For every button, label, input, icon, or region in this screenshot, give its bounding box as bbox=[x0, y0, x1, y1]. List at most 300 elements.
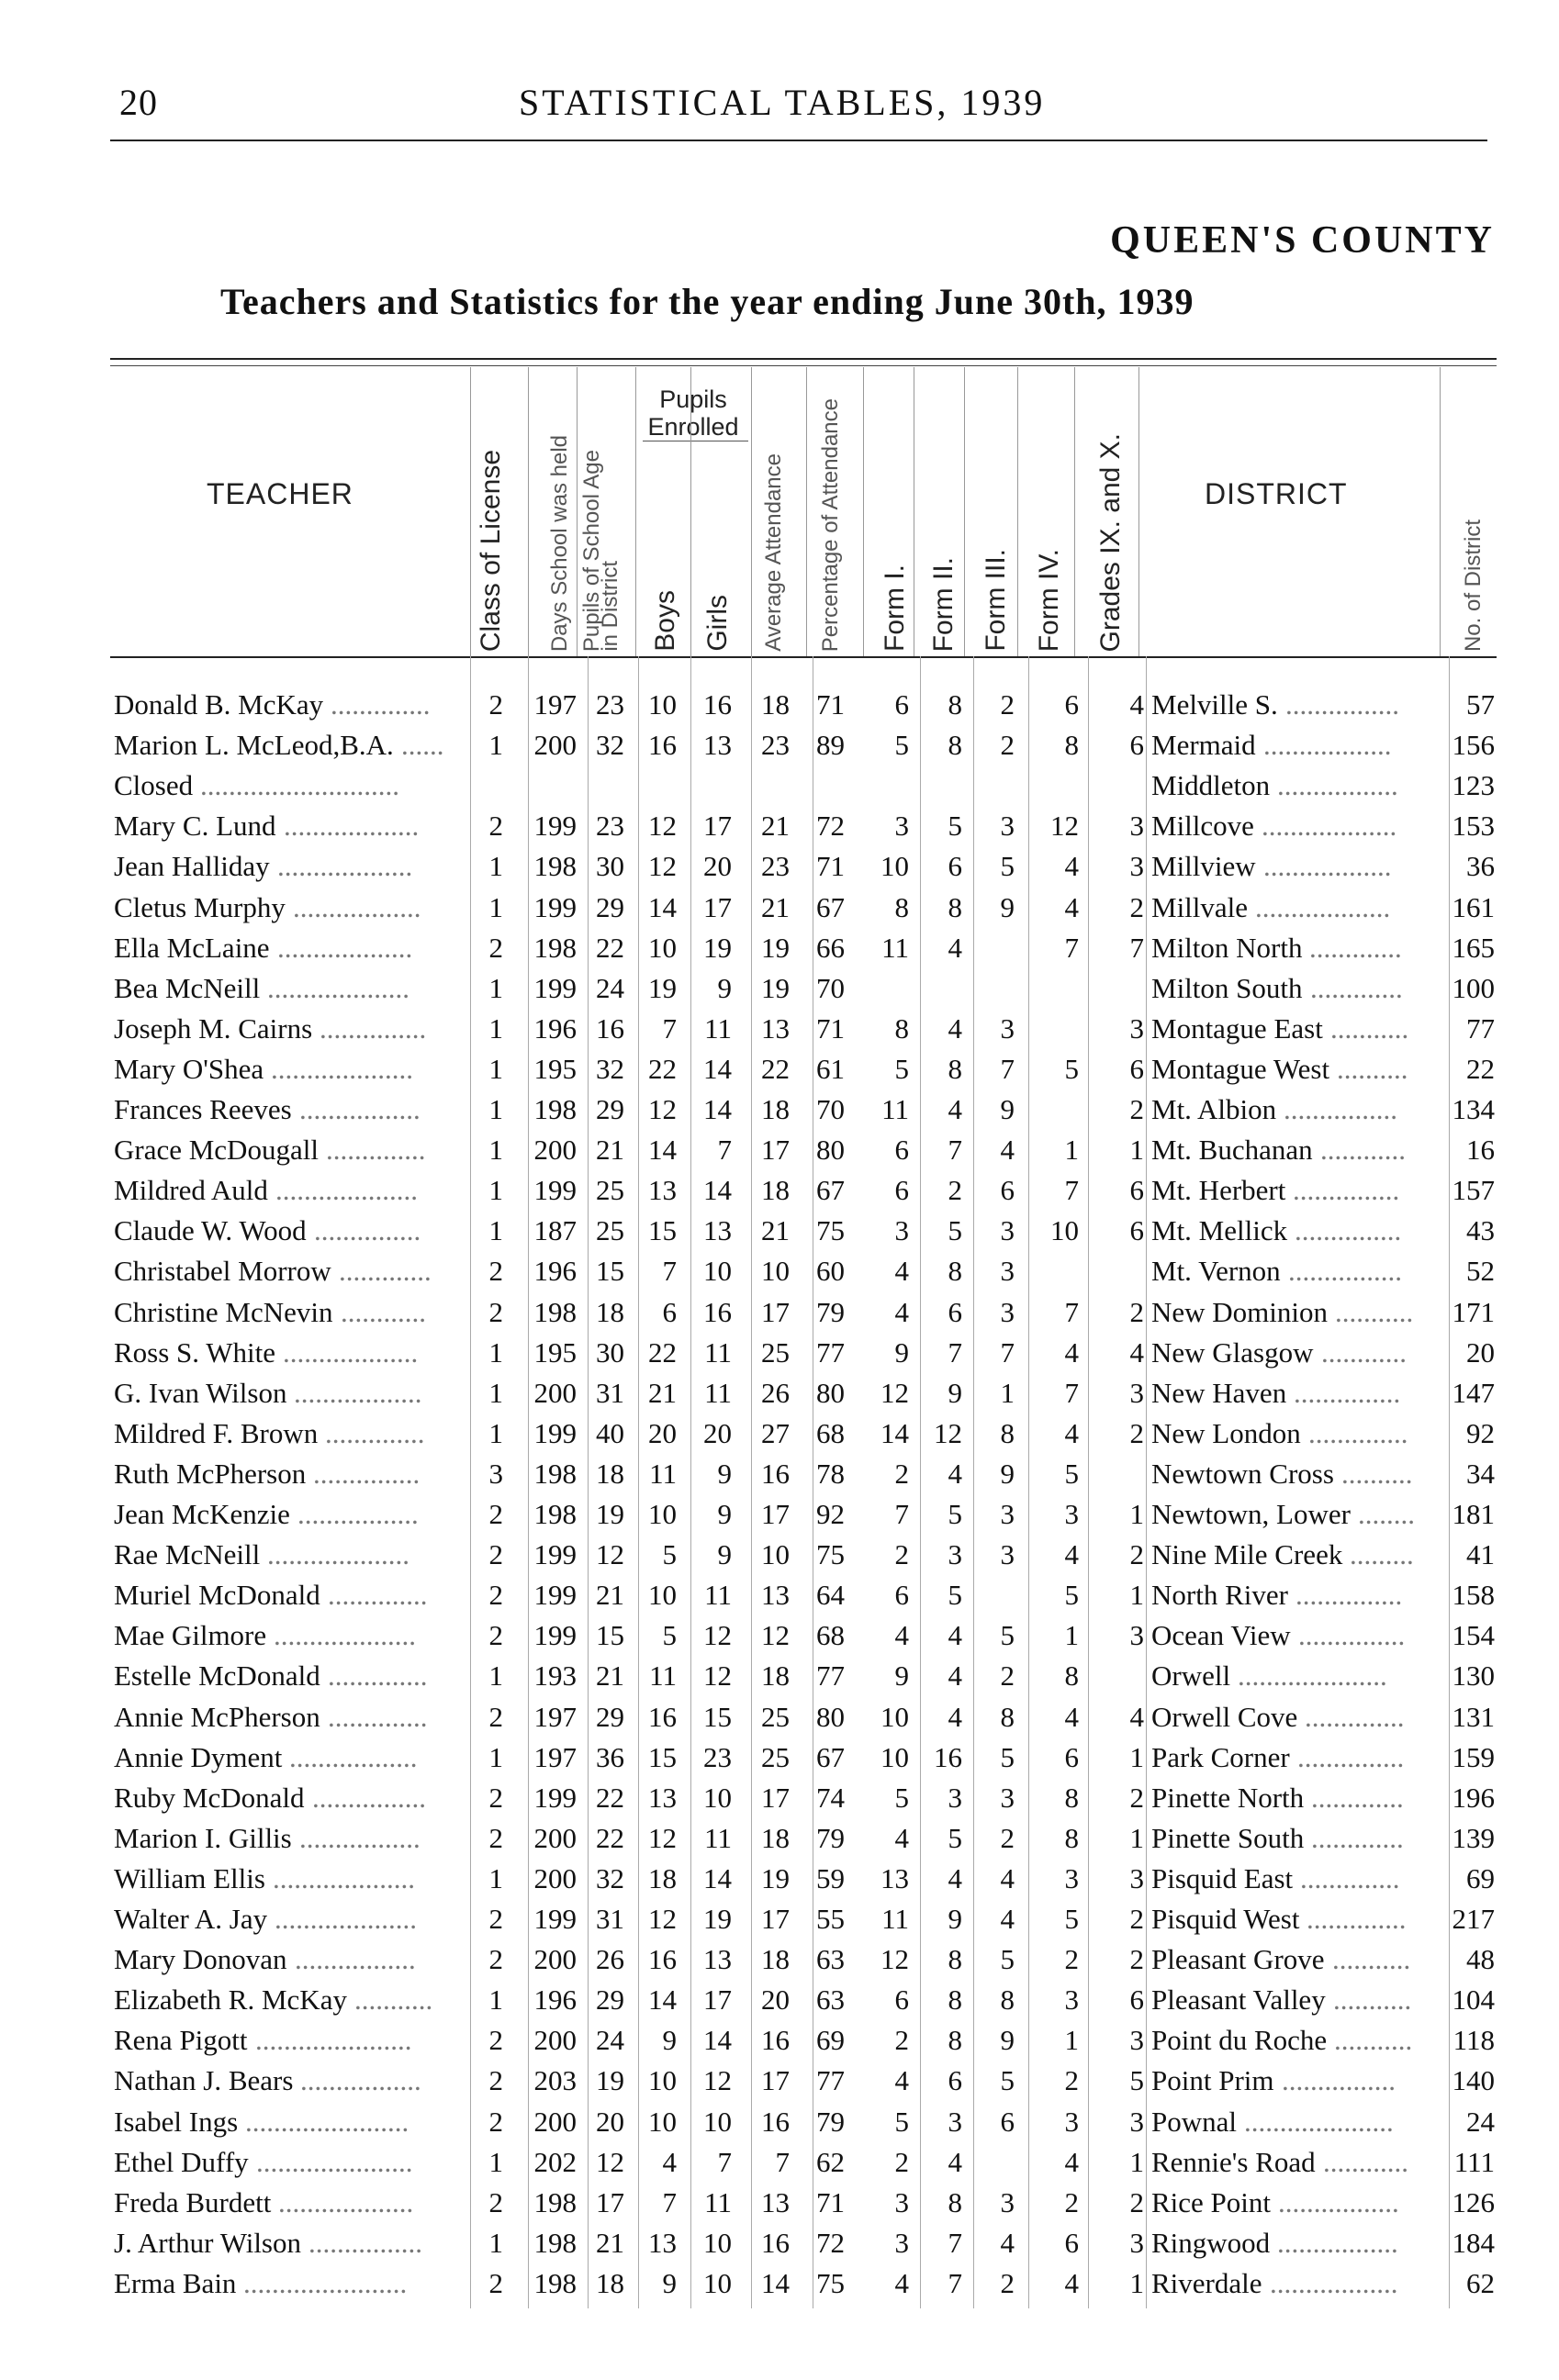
table-row bbox=[0, 729, 1559, 769]
class-cell: 1 bbox=[488, 1052, 503, 1085]
header-rule bbox=[110, 140, 1487, 141]
district-cell: Pinette North bbox=[1151, 1781, 1305, 1814]
form-2-cell: 5 bbox=[948, 1821, 962, 1854]
table-row bbox=[0, 1498, 1559, 1538]
form-4-cell: 4 bbox=[1064, 1538, 1079, 1571]
district-cell: Pisquid East bbox=[1151, 1861, 1294, 1894]
percentage-cell: 70 bbox=[816, 971, 845, 1004]
teacher-cell: Jean McKenzie bbox=[114, 1498, 290, 1530]
class-cell: 1 bbox=[488, 1335, 503, 1369]
class-cell: 3 bbox=[488, 1457, 503, 1490]
girls-cell: 14 bbox=[703, 1861, 732, 1894]
average-cell: 14 bbox=[761, 2266, 790, 2299]
form-3-cell: 4 bbox=[1000, 1903, 1015, 1935]
dot-leader: .......... bbox=[1341, 1457, 1413, 1490]
girls-cell: 7 bbox=[717, 1134, 732, 1167]
age-cell: 15 bbox=[596, 1255, 624, 1288]
district-number-cell: 118 bbox=[1452, 2024, 1495, 2057]
days-cell: 193 bbox=[533, 1659, 577, 1693]
age-cell: 30 bbox=[596, 1335, 624, 1369]
percentage-cell: 77 bbox=[816, 1335, 845, 1369]
boys-cell: 4 bbox=[662, 2145, 677, 2178]
form-1-cell: 6 bbox=[894, 1134, 909, 1167]
district-number-cell: 196 bbox=[1452, 1781, 1495, 1814]
form-4-cell: 4 bbox=[1064, 850, 1079, 883]
district-cell: Middleton bbox=[1151, 769, 1271, 802]
dot-leader: .................... bbox=[275, 1174, 418, 1207]
form-3-cell: 6 bbox=[1000, 1174, 1015, 1207]
dot-leader: ................. bbox=[1277, 769, 1398, 802]
header-divider bbox=[1074, 367, 1075, 656]
percentage-cell: 80 bbox=[816, 1700, 845, 1733]
district-number-cell: 184 bbox=[1452, 2226, 1495, 2259]
teacher-cell: Marion I. Gillis bbox=[114, 1821, 292, 1854]
average-cell: 19 bbox=[761, 1861, 790, 1894]
boys-header: Boys bbox=[650, 590, 680, 652]
boys-cell: 16 bbox=[648, 1943, 677, 1976]
grades-cell: 6 bbox=[1129, 1052, 1144, 1085]
table-row bbox=[0, 1701, 1559, 1741]
days-cell: 198 bbox=[533, 1093, 577, 1125]
boys-cell: 14 bbox=[648, 1134, 677, 1167]
district-number-cell: 77 bbox=[1466, 1011, 1495, 1045]
district-cell: Newtown, Lower bbox=[1151, 1498, 1351, 1530]
dot-leader: ................. bbox=[299, 1821, 421, 1854]
table-row bbox=[0, 1377, 1559, 1417]
class-cell: 1 bbox=[488, 1214, 503, 1247]
boys-cell: 12 bbox=[648, 850, 677, 883]
teacher-cell: Annie Dyment bbox=[114, 1740, 283, 1773]
teacher-cell: Bea McNeill bbox=[114, 971, 261, 1004]
form-4-cell: 4 bbox=[1064, 2266, 1079, 2299]
teacher-cell: Ethel Duffy bbox=[114, 2145, 249, 2178]
dot-leader: ............... bbox=[313, 1457, 421, 1490]
district-cell: Park Corner bbox=[1151, 1740, 1290, 1773]
form-4-header: Form IV. bbox=[1034, 548, 1064, 652]
teacher-cell: Frances Reeves bbox=[114, 1093, 292, 1125]
boys-cell: 10 bbox=[648, 1579, 677, 1612]
grades-cell: 1 bbox=[1129, 1740, 1144, 1773]
table-row bbox=[0, 1822, 1559, 1862]
girls-cell: 15 bbox=[703, 1700, 732, 1733]
dot-leader: ................... bbox=[277, 850, 413, 883]
girls-cell: 10 bbox=[703, 2266, 732, 2299]
average-cell: 18 bbox=[761, 1821, 790, 1854]
dot-leader: ................. bbox=[299, 1093, 421, 1125]
days-cell: 199 bbox=[533, 1579, 577, 1612]
grades-cell: 6 bbox=[1129, 1983, 1144, 2017]
form-2-cell: 8 bbox=[948, 1255, 962, 1288]
district-number-header: No. of District bbox=[1461, 519, 1486, 652]
dot-leader: ................. bbox=[1278, 2185, 1399, 2218]
days-cell: 196 bbox=[533, 1011, 577, 1045]
percentage-cell: 71 bbox=[816, 2185, 845, 2218]
table-row bbox=[0, 1538, 1559, 1579]
grades-cell: 2 bbox=[1129, 1903, 1144, 1935]
class-cell: 1 bbox=[488, 1174, 503, 1207]
age-cell: 22 bbox=[596, 931, 624, 964]
form-3-cell: 3 bbox=[1000, 1214, 1015, 1247]
class-cell: 2 bbox=[488, 1821, 503, 1854]
dot-leader: ....................... bbox=[243, 2266, 408, 2299]
girls-cell: 13 bbox=[703, 729, 732, 762]
age-cell: 21 bbox=[596, 1134, 624, 1167]
grades-cell: 1 bbox=[1129, 2266, 1144, 2299]
age-cell: 24 bbox=[596, 2024, 624, 2057]
form-1-cell: 6 bbox=[894, 1983, 909, 2017]
percentage-cell: 79 bbox=[816, 2105, 845, 2138]
grades-cell: 6 bbox=[1129, 1174, 1144, 1207]
form-3-cell: 3 bbox=[1000, 810, 1015, 843]
age-cell: 18 bbox=[596, 1295, 624, 1328]
form-1-cell: 10 bbox=[880, 1740, 909, 1773]
form-3-cell: 1 bbox=[1000, 1376, 1015, 1409]
form-1-cell: 12 bbox=[880, 1943, 909, 1976]
dot-leader: ................. bbox=[295, 1943, 416, 1976]
girls-cell: 19 bbox=[703, 931, 732, 964]
girls-cell: 11 bbox=[704, 2185, 732, 2218]
days-cell: 200 bbox=[533, 1821, 577, 1854]
days-cell: 200 bbox=[533, 1943, 577, 1976]
district-number-cell: 123 bbox=[1452, 769, 1495, 802]
form-4-cell: 4 bbox=[1064, 1335, 1079, 1369]
teacher-cell: Marion L. McLeod,B.A. bbox=[114, 729, 394, 762]
form-1-cell: 4 bbox=[894, 1619, 909, 1652]
table-row bbox=[0, 2106, 1559, 2146]
girls-cell: 7 bbox=[717, 2145, 732, 2178]
days-cell: 199 bbox=[533, 1903, 577, 1935]
average-cell: 23 bbox=[761, 729, 790, 762]
class-cell: 1 bbox=[488, 1376, 503, 1409]
table-row bbox=[0, 2267, 1559, 2307]
district-number-cell: 159 bbox=[1452, 1740, 1495, 1773]
percentage-cell: 80 bbox=[816, 1134, 845, 1167]
grades-cell: 2 bbox=[1129, 890, 1144, 923]
dot-leader: ................... bbox=[283, 1335, 419, 1369]
form-4-cell: 2 bbox=[1064, 2064, 1079, 2097]
dot-leader: ........... bbox=[354, 1983, 433, 2017]
form-2-cell: 4 bbox=[948, 1457, 962, 1490]
county-title: QUEEN'S COUNTY bbox=[1110, 219, 1495, 262]
dot-leader: .............. bbox=[1307, 1903, 1407, 1935]
grades-cell: 2 bbox=[1129, 1295, 1144, 1328]
district-number-cell: 126 bbox=[1452, 2185, 1495, 2218]
form-4-cell: 5 bbox=[1064, 1903, 1079, 1935]
percentage-cell: 60 bbox=[816, 1255, 845, 1288]
boys-cell: 5 bbox=[662, 1619, 677, 1652]
dot-leader: ............................ bbox=[200, 769, 399, 802]
table-row bbox=[0, 2146, 1559, 2186]
district-cell: Pleasant Grove bbox=[1151, 1943, 1325, 1976]
form-3-cell: 2 bbox=[1000, 1821, 1015, 1854]
form-1-cell: 5 bbox=[894, 1052, 909, 1085]
average-cell: 23 bbox=[761, 850, 790, 883]
teacher-cell: Erma Bain bbox=[114, 2266, 237, 2299]
form-4-cell: 5 bbox=[1064, 1052, 1079, 1085]
girls-cell: 14 bbox=[703, 1093, 732, 1125]
form-1-cell: 14 bbox=[880, 1416, 909, 1449]
table-row bbox=[0, 2064, 1559, 2105]
percentage-cell: 75 bbox=[816, 1214, 845, 1247]
teacher-cell: Rena Pigott bbox=[114, 2024, 248, 2057]
dot-leader: .................... bbox=[271, 1052, 413, 1085]
district-number-cell: 217 bbox=[1452, 1903, 1495, 1935]
age-cell: 25 bbox=[596, 1174, 624, 1207]
dot-leader: ................ bbox=[1285, 688, 1399, 721]
girls-cell: 11 bbox=[704, 1376, 732, 1409]
form-3-cell: 2 bbox=[1000, 1659, 1015, 1693]
teacher-cell: Rae McNeill bbox=[114, 1538, 261, 1571]
dot-leader: ............... bbox=[314, 1214, 421, 1247]
boys-cell: 12 bbox=[648, 1821, 677, 1854]
days-cell: 197 bbox=[533, 688, 577, 721]
form-4-cell: 6 bbox=[1064, 688, 1079, 721]
form-2-cell: 7 bbox=[948, 2266, 962, 2299]
percentage-cell: 72 bbox=[816, 810, 845, 843]
teacher-cell: Ella McLaine bbox=[114, 931, 270, 964]
class-cell: 2 bbox=[488, 1295, 503, 1328]
form-3-cell: 3 bbox=[1000, 1781, 1015, 1814]
district-number-cell: 157 bbox=[1452, 1174, 1495, 1207]
boys-cell: 16 bbox=[648, 729, 677, 762]
form-3-cell: 8 bbox=[1000, 1983, 1015, 2017]
district-number-cell: 36 bbox=[1466, 850, 1495, 883]
class-cell: 2 bbox=[488, 1700, 503, 1733]
boys-cell: 20 bbox=[648, 1416, 677, 1449]
form-4-cell: 3 bbox=[1064, 2105, 1079, 2138]
percentage-cell: 72 bbox=[816, 2226, 845, 2259]
percentage-cell: 63 bbox=[816, 1983, 845, 2017]
dot-leader: ....................... bbox=[245, 2105, 409, 2138]
average-cell: 18 bbox=[761, 1943, 790, 1976]
form-2-cell: 4 bbox=[948, 1011, 962, 1045]
average-cell: 18 bbox=[761, 688, 790, 721]
days-cell: 198 bbox=[533, 2226, 577, 2259]
girls-cell: 16 bbox=[703, 688, 732, 721]
district-cell: Pleasant Valley bbox=[1151, 1983, 1326, 2017]
teacher-cell: Estelle McDonald bbox=[114, 1659, 320, 1693]
form-3-cell: 7 bbox=[1000, 1335, 1015, 1369]
district-number-cell: 147 bbox=[1452, 1376, 1495, 1409]
header-divider bbox=[964, 367, 965, 656]
percentage-cell: 75 bbox=[816, 1538, 845, 1571]
girls-cell: 19 bbox=[703, 1903, 732, 1935]
teacher-cell: Ross S. White bbox=[114, 1335, 275, 1369]
teacher-cell: Elizabeth R. McKay bbox=[114, 1983, 347, 2017]
boys-cell: 16 bbox=[648, 1700, 677, 1733]
district-header: DISTRICT bbox=[1205, 477, 1348, 510]
header-divider bbox=[806, 367, 807, 656]
form-3-cell: 3 bbox=[1000, 1538, 1015, 1571]
percentage-cell: 68 bbox=[816, 1416, 845, 1449]
girls-cell: 10 bbox=[703, 2226, 732, 2259]
percentage-cell: 79 bbox=[816, 1821, 845, 1854]
teacher-cell: Mary O'Shea bbox=[114, 1052, 264, 1085]
days-cell: 196 bbox=[533, 1983, 577, 2017]
age-cell: 12 bbox=[596, 1538, 624, 1571]
table-row bbox=[0, 1659, 1559, 1700]
girls-cell: 14 bbox=[703, 1052, 732, 1085]
district-cell: Milton South bbox=[1151, 971, 1303, 1004]
grades-cell: 6 bbox=[1129, 729, 1144, 762]
grades-cell: 3 bbox=[1129, 1376, 1144, 1409]
boys-cell: 15 bbox=[648, 1214, 677, 1247]
days-cell: 198 bbox=[533, 1295, 577, 1328]
table-row bbox=[0, 850, 1559, 890]
district-number-cell: 140 bbox=[1452, 2064, 1495, 2097]
district-cell: Ringwood bbox=[1151, 2226, 1271, 2259]
form-1-cell: 4 bbox=[894, 2266, 909, 2299]
average-cell: 17 bbox=[761, 2064, 790, 2097]
form-4-cell: 8 bbox=[1064, 1659, 1079, 1693]
grades-cell: 4 bbox=[1129, 1335, 1144, 1369]
age-cell: 21 bbox=[596, 1659, 624, 1693]
dot-leader: ................ bbox=[1282, 2064, 1396, 2097]
boys-cell: 13 bbox=[648, 1174, 677, 1207]
form-4-cell: 6 bbox=[1064, 1740, 1079, 1773]
percentage-cell: 77 bbox=[816, 2064, 845, 2097]
form-3-cell: 9 bbox=[1000, 1093, 1015, 1125]
days-cell: 199 bbox=[533, 890, 577, 923]
teacher-cell: Claude W. Wood bbox=[114, 1214, 307, 1247]
average-cell: 17 bbox=[761, 1903, 790, 1935]
form-3-cell: 4 bbox=[1000, 1861, 1015, 1894]
header-bottom-rule bbox=[110, 656, 1497, 658]
district-number-cell: 16 bbox=[1466, 1134, 1495, 1167]
form-2-cell: 4 bbox=[948, 1861, 962, 1894]
form-2-cell: 4 bbox=[948, 2145, 962, 2178]
dot-leader: .................... bbox=[274, 1619, 416, 1652]
dot-leader: .............. bbox=[1308, 1416, 1408, 1449]
form-4-cell: 7 bbox=[1064, 1295, 1079, 1328]
days-cell: 199 bbox=[533, 971, 577, 1004]
age-cell: 31 bbox=[596, 1376, 624, 1409]
table-row bbox=[0, 1417, 1559, 1458]
form-3-cell: 8 bbox=[1000, 1700, 1015, 1733]
form-2-cell: 3 bbox=[948, 1538, 962, 1571]
district-cell: Millvale bbox=[1151, 890, 1249, 923]
boys-cell: 14 bbox=[648, 890, 677, 923]
table-row bbox=[0, 1903, 1559, 1943]
average-cell: 18 bbox=[761, 1174, 790, 1207]
boys-cell: 10 bbox=[648, 931, 677, 964]
form-2-cell: 9 bbox=[948, 1903, 962, 1935]
form-3-cell: 8 bbox=[1000, 1416, 1015, 1449]
girls-cell: 11 bbox=[704, 1821, 732, 1854]
form-3-cell: 4 bbox=[1000, 2226, 1015, 2259]
girls-cell: 10 bbox=[703, 1781, 732, 1814]
form-3-cell: 3 bbox=[1000, 2185, 1015, 2218]
dot-leader: .................... bbox=[267, 971, 409, 1004]
boys-cell: 12 bbox=[648, 1093, 677, 1125]
percentage-cell: 68 bbox=[816, 1619, 845, 1652]
age-cell: 21 bbox=[596, 2226, 624, 2259]
percentage-cell: 62 bbox=[816, 2145, 845, 2178]
form-4-cell: 1 bbox=[1064, 1134, 1079, 1167]
days-cell: 198 bbox=[533, 1498, 577, 1530]
table-row bbox=[0, 1214, 1559, 1255]
table-row bbox=[0, 2186, 1559, 2227]
class-cell: 2 bbox=[488, 1538, 503, 1571]
form-1-cell: 6 bbox=[894, 1174, 909, 1207]
table-top-rule bbox=[110, 358, 1497, 360]
class-cell: 2 bbox=[488, 1943, 503, 1976]
class-cell: 2 bbox=[488, 2105, 503, 2138]
district-cell: Point du Roche bbox=[1151, 2024, 1328, 2057]
class-cell: 1 bbox=[488, 2226, 503, 2259]
teacher-header: TEACHER bbox=[207, 477, 353, 510]
district-number-cell: 62 bbox=[1466, 2266, 1495, 2299]
district-number-cell: 165 bbox=[1452, 931, 1495, 964]
header-divider bbox=[528, 367, 529, 656]
age-cell: 16 bbox=[596, 1011, 624, 1045]
dot-leader: ................ bbox=[308, 2226, 422, 2259]
district-number-cell: 131 bbox=[1452, 1700, 1495, 1733]
average-cell: 26 bbox=[761, 1376, 790, 1409]
days-cell: 197 bbox=[533, 1700, 577, 1733]
average-cell: 16 bbox=[761, 2226, 790, 2259]
dot-leader: .................. bbox=[1270, 2266, 1398, 2299]
table-row bbox=[0, 1053, 1559, 1093]
form-1-cell: 8 bbox=[894, 890, 909, 923]
average-cell: 17 bbox=[761, 1295, 790, 1328]
percentage-cell: 70 bbox=[816, 1093, 845, 1125]
form-4-cell: 1 bbox=[1064, 2024, 1079, 2057]
district-cell: Mermaid bbox=[1151, 729, 1256, 762]
district-number-cell: 52 bbox=[1466, 1255, 1495, 1288]
dot-leader: ...... bbox=[401, 729, 444, 762]
average-cell: 17 bbox=[761, 1498, 790, 1530]
form-1-cell: 11 bbox=[881, 931, 909, 964]
district-cell: Orwell Cove bbox=[1151, 1700, 1298, 1733]
girls-cell: 14 bbox=[703, 2024, 732, 2057]
district-number-cell: 24 bbox=[1466, 2105, 1495, 2138]
days-school-held-header: Days School was held bbox=[547, 434, 572, 652]
teacher-cell: Isabel Ings bbox=[114, 2105, 239, 2138]
form-2-cell: 4 bbox=[948, 1700, 962, 1733]
form-1-cell: 9 bbox=[894, 1659, 909, 1693]
average-cell: 18 bbox=[761, 1093, 790, 1125]
average-cell: 25 bbox=[761, 1700, 790, 1733]
teacher-cell: Christine McNevin bbox=[114, 1295, 333, 1328]
grades-cell: 7 bbox=[1129, 931, 1144, 964]
dot-leader: ................ bbox=[312, 1781, 426, 1814]
dot-leader: ............ bbox=[1323, 2145, 1408, 2178]
boys-cell: 7 bbox=[662, 1011, 677, 1045]
boys-cell: 7 bbox=[662, 2185, 677, 2218]
percentage-cell: 89 bbox=[816, 729, 845, 762]
form-1-cell: 5 bbox=[894, 729, 909, 762]
form-4-cell: 4 bbox=[1064, 2145, 1079, 2178]
dot-leader: ............... bbox=[1295, 1579, 1403, 1612]
days-cell: 198 bbox=[533, 1457, 577, 1490]
days-cell: 197 bbox=[533, 1740, 577, 1773]
form-2-cell: 8 bbox=[948, 2024, 962, 2057]
table-row bbox=[0, 932, 1559, 972]
dot-leader: ............... bbox=[1298, 1619, 1406, 1652]
class-cell: 2 bbox=[488, 1255, 503, 1288]
dot-leader: ................... bbox=[277, 931, 413, 964]
average-cell: 13 bbox=[761, 1579, 790, 1612]
form-2-cell: 6 bbox=[948, 2064, 962, 2097]
district-cell: Mt. Mellick bbox=[1151, 1214, 1288, 1247]
district-number-cell: 139 bbox=[1452, 1821, 1495, 1854]
class-cell: 2 bbox=[488, 2064, 503, 2097]
grades-cell: 1 bbox=[1129, 1579, 1144, 1612]
average-cell: 21 bbox=[761, 810, 790, 843]
class-cell: 1 bbox=[488, 1740, 503, 1773]
form-2-cell: 4 bbox=[948, 931, 962, 964]
